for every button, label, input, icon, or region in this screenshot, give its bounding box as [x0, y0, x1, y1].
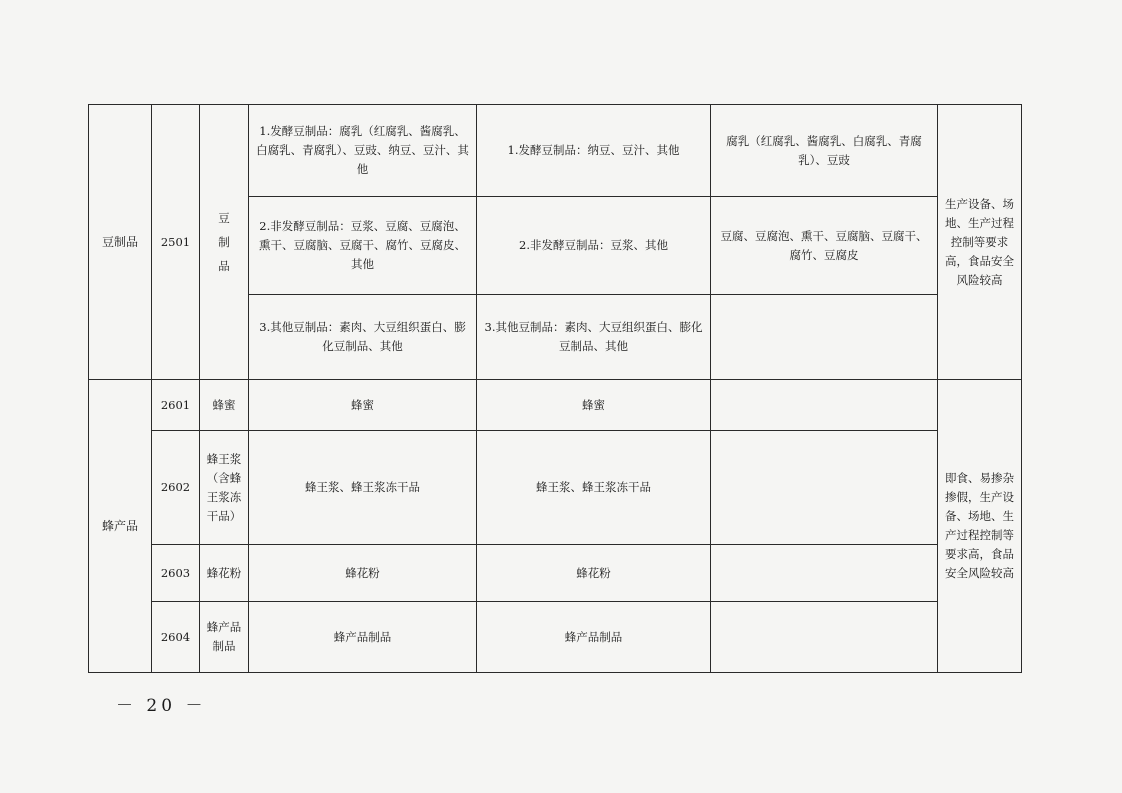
- detail-cell-b: 蜂产品制品: [477, 602, 711, 673]
- code-cell: 2604: [152, 602, 200, 673]
- detail-cell-b: 蜂蜜: [477, 380, 711, 431]
- detail-cell-c: 腐乳（红腐乳、酱腐乳、白腐乳、青腐乳）、豆豉: [711, 105, 938, 197]
- detail-cell-c: [711, 380, 938, 431]
- detail-cell-c: 豆腐、豆腐泡、熏干、豆腐脑、豆腐干、腐竹、豆腐皮: [711, 197, 938, 295]
- table-row: [89, 545, 1022, 602]
- reason-cell: 生产设备、场地、生产过程控制等要求高，食品安全风险较高: [938, 105, 1022, 380]
- subcategory-cell: 蜂产品制品: [200, 602, 249, 673]
- reason-cell: 即食、易掺杂掺假，生产设备、场地、生产过程控制等要求高，食品安全风险较高: [938, 380, 1022, 673]
- table-row: [89, 105, 1022, 197]
- code-cell: 2603: [152, 545, 200, 602]
- table-row: [89, 380, 1022, 431]
- category-cell: 蜂产品: [89, 380, 152, 673]
- detail-cell-b: 蜂花粉: [477, 545, 711, 602]
- code-cell: 2601: [152, 380, 200, 431]
- detail-cell-b: 1.发酵豆制品：纳豆、豆汁、其他: [477, 105, 711, 197]
- food-category-table: [88, 104, 1022, 673]
- code-cell: 2602: [152, 431, 200, 545]
- table-row: [89, 602, 1022, 673]
- detail-cell-c: [711, 431, 938, 545]
- detail-cell-c: [711, 602, 938, 673]
- detail-cell-c: [711, 295, 938, 380]
- subcategory-cell: [200, 105, 249, 380]
- subcategory-cell: 蜂花粉: [200, 545, 249, 602]
- subcategory-cell: 蜂蜜: [200, 380, 249, 431]
- subcategory-text: 豆制品: [218, 211, 230, 273]
- detail-cell-b: 3.其他豆制品：素肉、大豆组织蛋白、膨化豆制品、其他: [477, 295, 711, 380]
- detail-cell-a: 蜂花粉: [249, 545, 477, 602]
- detail-cell-a: 3.其他豆制品：素肉、大豆组织蛋白、膨化豆制品、其他: [249, 295, 477, 380]
- subcategory-cell: 蜂王浆（含蜂王浆冻干品）: [200, 431, 249, 545]
- detail-cell-a: 2.非发酵豆制品：豆浆、豆腐、豆腐泡、熏干、豆腐脑、豆腐干、腐竹、豆腐皮、其他: [249, 197, 477, 295]
- detail-cell-b: 蜂王浆、蜂王浆冻干品: [477, 431, 711, 545]
- detail-cell-a: 蜂蜜: [249, 380, 477, 431]
- detail-cell-c: [711, 545, 938, 602]
- detail-cell-b: 2.非发酵豆制品：豆浆、其他: [477, 197, 711, 295]
- table-row: [89, 431, 1022, 545]
- code-cell: 2501: [152, 105, 200, 380]
- detail-cell-a: 蜂产品制品: [249, 602, 477, 673]
- detail-cell-a: 蜂王浆、蜂王浆冻干品: [249, 431, 477, 545]
- category-cell: 豆制品: [89, 105, 152, 380]
- page-number: － 20 －: [116, 696, 207, 716]
- detail-cell-a: 1.发酵豆制品：腐乳（红腐乳、酱腐乳、白腐乳、青腐乳）、豆豉、纳豆、豆汁、其他: [249, 105, 477, 197]
